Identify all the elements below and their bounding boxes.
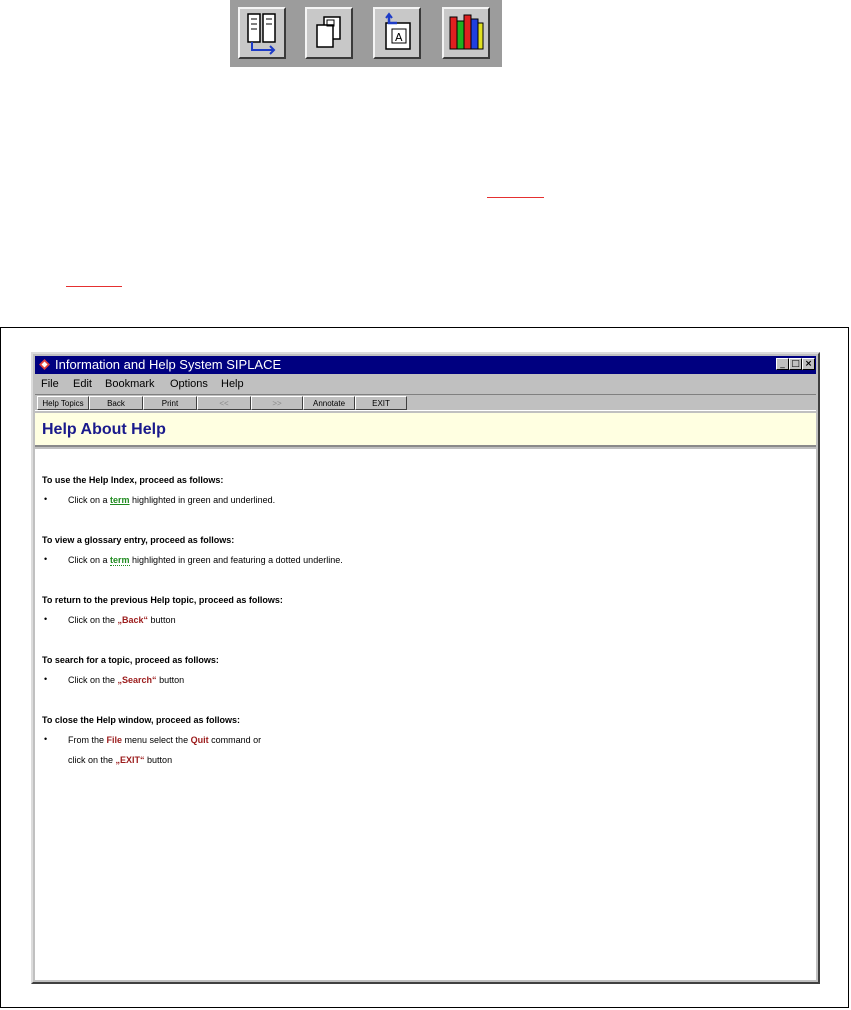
title-bar[interactable] [35, 356, 816, 374]
section-heading: To return to the previous Help topic, proceed as follows: [42, 595, 283, 605]
file-keyword: File [106, 735, 123, 745]
section-heading: To view a glossary entry, proceed as follows: [42, 535, 235, 545]
menu-bar [35, 375, 816, 393]
browse-back-button[interactable]: << [197, 396, 251, 410]
close-button[interactable]: × [802, 358, 815, 370]
minimize-button[interactable]: _ [776, 358, 789, 370]
section-heading: To search for a topic, proceed as follows: [42, 655, 219, 665]
bullet: • [44, 494, 48, 504]
app-icon [39, 359, 50, 370]
maximize-button[interactable]: □ [789, 358, 802, 370]
glossary-term-link[interactable]: term [110, 555, 130, 565]
menu-edit[interactable]: Edit [73, 378, 92, 390]
bullet: • [44, 554, 48, 564]
help-topics-button[interactable]: Help Topics [37, 396, 89, 410]
page-title: Help About Help [42, 421, 166, 438]
help-window [31, 352, 820, 984]
bullet: • [44, 674, 48, 684]
print-button[interactable]: Print [143, 396, 197, 410]
exit-keyword: „EXIT“ [115, 755, 145, 765]
menu-help[interactable]: Help [221, 378, 244, 390]
glossary-icon[interactable] [305, 7, 353, 59]
annotate-button[interactable]: Annotate [303, 396, 355, 410]
quit-keyword: Quit [190, 735, 209, 745]
browse-forward-button[interactable]: >> [251, 396, 303, 410]
exit-button[interactable]: EXIT [355, 396, 407, 410]
instruction-text: Click on a term highlighted in green and featuring a dotted underline. [68, 555, 343, 565]
term-link[interactable]: term [110, 495, 130, 505]
section-heading: To use the Help Index, proceed as follows: [42, 475, 224, 485]
bullet: • [44, 614, 48, 624]
search-keyword: „Search“ [117, 675, 157, 685]
help-button-bar [35, 394, 816, 411]
instruction-text: Click on the „Back“ button [68, 615, 176, 625]
link-underline [487, 197, 544, 198]
topic-header [35, 413, 816, 447]
instruction-text: Click on a term highlighted in green and underlined. [68, 495, 276, 505]
back-button[interactable]: Back [89, 396, 143, 410]
instruction-text: Click on the „Search“ button [68, 675, 185, 685]
back-keyword: „Back“ [117, 615, 149, 625]
library-books-icon[interactable] [442, 7, 490, 59]
menu-file[interactable]: File [41, 378, 59, 390]
instruction-text: click on the „EXIT“ button [68, 755, 173, 765]
index-icon[interactable] [238, 7, 286, 59]
window-title: Information and Help System SIPLACE [55, 357, 282, 372]
instruction-text: From the File menu select the Quit command or [68, 735, 262, 745]
bullet: • [44, 734, 48, 744]
help-content [35, 449, 816, 980]
link-underline [66, 286, 122, 287]
svg-text:A: A [395, 31, 403, 44]
menu-bookmark[interactable]: Bookmark [105, 378, 155, 390]
back-topic-icon[interactable] [373, 7, 421, 59]
help-icon-strip [230, 0, 502, 67]
menu-options[interactable]: Options [170, 378, 208, 390]
section-heading: To close the Help window, proceed as follows: [42, 715, 241, 725]
